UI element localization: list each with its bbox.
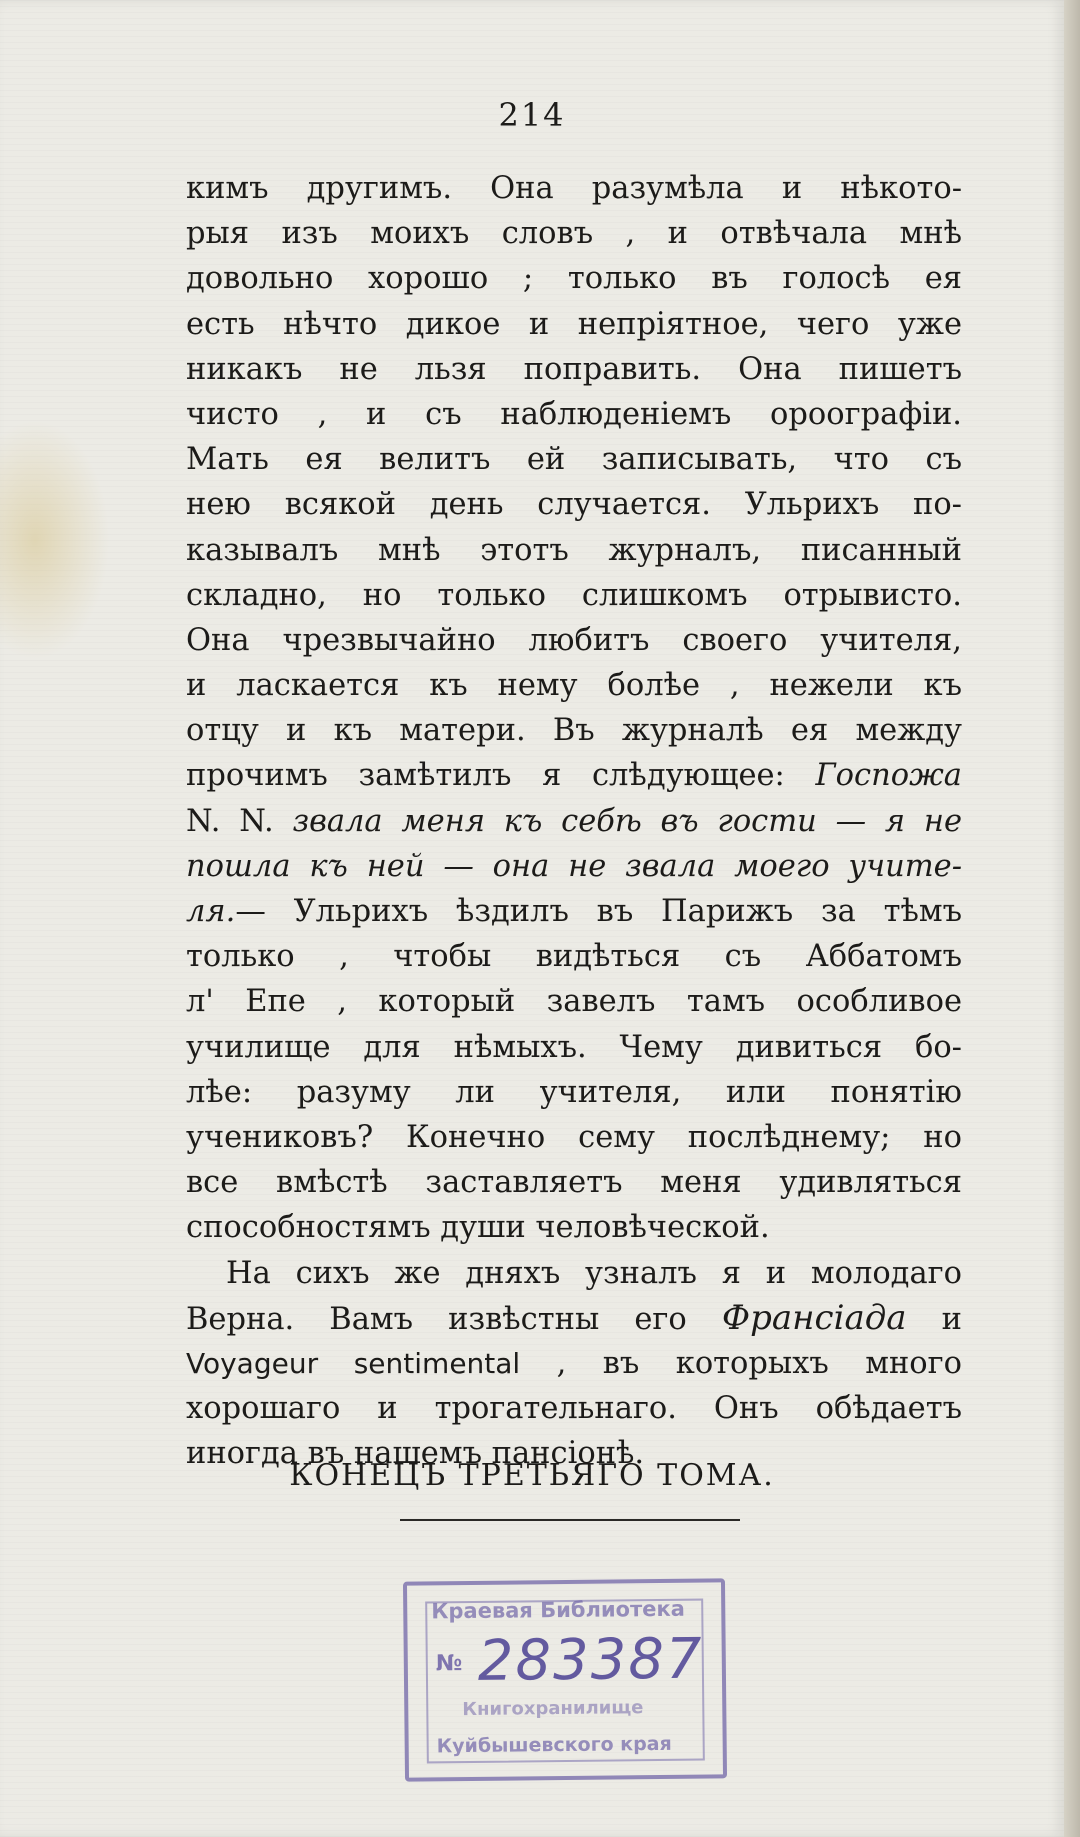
- stamp-inventory-number: 283387: [477, 1626, 704, 1694]
- stamp-number-label: №: [435, 1651, 463, 1677]
- text-line: довольно хорошо ; только въ голосѣ ея: [186, 261, 962, 297]
- text-line: л' Епе , который завелъ тамъ особливое: [186, 984, 962, 1020]
- text-line: иногда въ нашемъ пансіонѣ.: [186, 1436, 645, 1472]
- text-line: Верна. Вамъ извѣстны его Франсіада и: [186, 1297, 963, 1338]
- text-line: рыя изъ моихъ словъ , и отвѣчала мнѣ: [186, 216, 962, 252]
- stamp-region: Куйбышевского края: [436, 1732, 672, 1758]
- library-stamp: [403, 1578, 727, 1781]
- water-stain: [0, 420, 110, 660]
- text-line: Voyageur sentimental , въ которыхъ много: [186, 1345, 962, 1381]
- page-number: 214: [498, 96, 566, 134]
- text-line: лѣе: разуму ли учителя, или понятію: [186, 1074, 962, 1110]
- text-line: чисто , и съ наблюденіемъ ороографіи.: [186, 396, 962, 432]
- text-line: хорошаго и трогательнаго. Онъ обѣдаетъ: [186, 1391, 962, 1427]
- divider-rule: [400, 1519, 740, 1521]
- volume-end-title: КОНЕЦЪ ТРЕТЬЯГО ТОМА.: [289, 1458, 775, 1493]
- text-line: кимъ другимъ. Она разумѣла и нѣкото-: [186, 171, 962, 206]
- text-line: Она чрезвычайно любитъ своего учителя,: [186, 622, 962, 658]
- text-line: складно, но только слишкомъ отрывисто.: [186, 577, 962, 613]
- text-line: учениковъ? Конечно сему послѣднему; но: [186, 1119, 962, 1155]
- text-line: пошла къ ней — она не звала моего учите-: [186, 848, 962, 884]
- text-line: N. N. звала меня къ себѣ въ гости — я не: [186, 803, 962, 839]
- stamp-library-name: Краевая Библиотека: [431, 1596, 686, 1624]
- text-line: Мать ея велитъ ей записывать, что съ: [186, 442, 962, 478]
- text-line: отцу и къ матери. Въ журналѣ ея между: [186, 713, 962, 749]
- text-line: училище для нѣмыхъ. Чему дивиться бо-: [186, 1029, 962, 1065]
- text-line: есть нѣчто дикое и непріятное, чего уже: [186, 306, 962, 342]
- text-line: ля.— Ульрихъ ѣздилъ въ Парижъ за тѣмъ: [186, 894, 962, 929]
- text-line: нею всякой день случается. Ульрихъ по-: [186, 487, 962, 523]
- text-line: все вмѣстѣ заставляетъ меня удивляться: [186, 1165, 962, 1201]
- text-line: способностямъ души человѣческой.: [186, 1210, 770, 1246]
- body-text: [186, 166, 962, 1476]
- text-line: никакъ не льзя поправить. Она пишетъ: [186, 351, 962, 387]
- paragraph-start-line: На сихъ же дняхъ узналъ я и молодаго: [226, 1255, 962, 1291]
- text-line: прочимъ замѣтилъ я слѣдующее: Госпожа: [186, 758, 962, 794]
- text-line: только , чтобы видѣться съ Аббатомъ: [186, 939, 962, 975]
- text-line: казывалъ мнѣ этотъ журналъ, писанный: [186, 532, 962, 568]
- stamp-repository: Книгохранилище: [462, 1697, 644, 1721]
- text-line: и ласкается къ нему болѣе , нежели къ: [186, 668, 962, 704]
- page-edge: [1064, 0, 1080, 1837]
